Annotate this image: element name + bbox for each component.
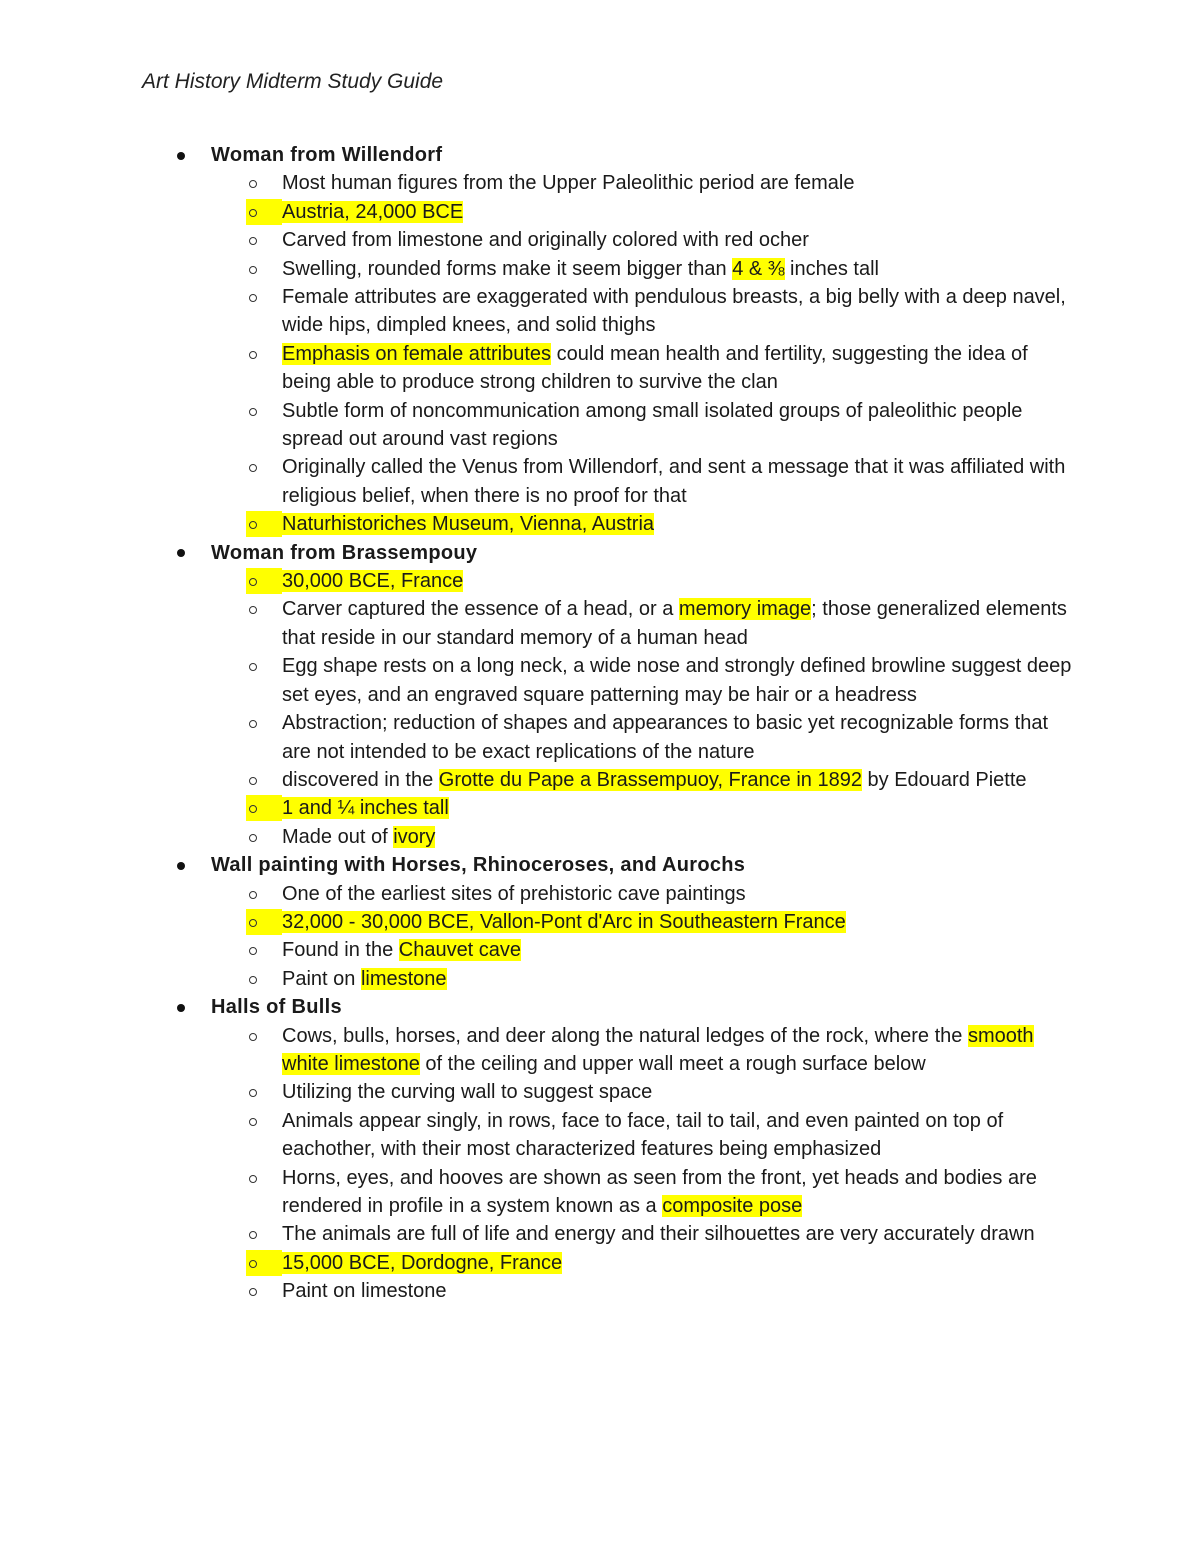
hollow-bullet-icon bbox=[249, 294, 257, 302]
list-item bbox=[0, 1022, 1072, 1079]
text-segment: by Edouard Piette bbox=[861, 768, 1027, 791]
section-heading bbox=[0, 993, 1200, 1021]
hollow-bullet-icon bbox=[249, 209, 257, 217]
list-item bbox=[0, 198, 1072, 226]
highlighted-text: 4 & ⅜ bbox=[732, 257, 785, 280]
list-item bbox=[0, 652, 1072, 709]
list-item-text bbox=[282, 797, 449, 819]
list-item bbox=[0, 283, 1072, 340]
text-segment: One of the earliest sites of prehistoric cave paintings bbox=[282, 882, 746, 905]
section-heading-text: Woman from Willendorf bbox=[211, 144, 443, 166]
hollow-bullet-icon bbox=[249, 1260, 257, 1268]
list-item bbox=[0, 226, 1072, 254]
hollow-bullet-icon bbox=[249, 1089, 257, 1097]
hollow-bullet-icon bbox=[249, 266, 257, 274]
list-item-text bbox=[282, 1025, 1034, 1075]
section-heading-text: Wall painting with Horses, Rhinoceroses, and Aurochs bbox=[211, 854, 746, 877]
hollow-bullet-icon bbox=[249, 1231, 257, 1239]
list-item bbox=[0, 1220, 1072, 1248]
filled-bullet-icon bbox=[177, 1004, 185, 1012]
list-item-text bbox=[282, 513, 654, 535]
text-segment: Female attributes are exaggerated with pendulous breasts, a big belly with a deep navel, wide hips, dimpled knees, and solid thighs bbox=[282, 286, 1066, 337]
highlighted-text: limestone bbox=[360, 967, 447, 990]
text-segment: Cows, bulls, horses, and deer along the natural ledges of the rock, where the bbox=[282, 1024, 968, 1047]
text-segment: ; those generalized elements that reside in our standard memory of a human head bbox=[282, 598, 1067, 649]
filled-bullet-icon bbox=[177, 549, 185, 557]
hollow-bullet-icon bbox=[249, 891, 257, 899]
hollow-bullet-icon bbox=[249, 408, 257, 416]
highlighted-text: Chauvet cave bbox=[398, 939, 522, 962]
highlighted-text: 15,000 BCE, Dordogne, France bbox=[282, 1251, 563, 1274]
list-item bbox=[0, 1277, 1072, 1305]
hollow-bullet-icon bbox=[249, 521, 257, 529]
filled-bullet-icon bbox=[177, 862, 185, 870]
list-item bbox=[0, 453, 1072, 510]
list-item bbox=[0, 1164, 1072, 1221]
list-item-text bbox=[282, 570, 463, 592]
hollow-bullet-icon bbox=[249, 464, 257, 472]
text-segment: Originally called the Venus from Willendorf, and sent a message that it was affiliated with religious belief, when there is no proof for that bbox=[282, 456, 1066, 507]
list-item-text bbox=[282, 1081, 652, 1103]
highlighted-text: Austria, 24,000 BCE bbox=[282, 200, 464, 223]
list-item bbox=[0, 1078, 1072, 1106]
list-item-text bbox=[282, 911, 846, 933]
text-segment: Found in the bbox=[282, 939, 399, 962]
hollow-bullet-icon bbox=[249, 1288, 257, 1296]
list-item-text bbox=[282, 258, 879, 280]
text-segment: Utilizing the curving wall to suggest space bbox=[282, 1081, 653, 1104]
list-item-text bbox=[282, 201, 463, 223]
hollow-bullet-icon bbox=[249, 1033, 257, 1041]
text-segment: Swelling, rounded forms make it seem bigger than bbox=[282, 257, 733, 280]
list-item-text bbox=[282, 1223, 1035, 1245]
list-item-text bbox=[282, 1280, 447, 1302]
text-segment: The animals are full of life and energy and their silhouettes are very accurately drawn bbox=[282, 1223, 1035, 1246]
list-item bbox=[0, 340, 1072, 397]
hollow-bullet-icon bbox=[249, 180, 257, 188]
hollow-bullet-icon bbox=[249, 578, 257, 586]
list-item bbox=[0, 595, 1072, 652]
hollow-bullet-icon bbox=[249, 1118, 257, 1126]
text-segment: Abstraction; reduction of shapes and appearances to basic yet recognizable forms that are not intended to be exact replications of the nature bbox=[282, 712, 1049, 763]
text-segment: Most human figures from the Upper Paleolithic period are female bbox=[282, 172, 855, 195]
list-item bbox=[0, 397, 1072, 454]
highlighted-text: Emphasis on female attributes bbox=[282, 342, 552, 365]
list-item bbox=[0, 1107, 1072, 1164]
hollow-bullet-icon bbox=[249, 237, 257, 245]
list-item-text bbox=[282, 883, 746, 905]
list-item-text bbox=[282, 1110, 1003, 1160]
text-segment: Egg shape rests on a long neck, a wide nose and strongly defined browline suggest deep set eyes, and an engraved square patterning may be hair or a headress bbox=[282, 655, 1072, 706]
list-item-text bbox=[282, 826, 435, 848]
list-item bbox=[0, 766, 1072, 794]
text-segment: Horns, eyes, and hooves are shown as seen from the front, yet heads and bodies are rendered in profile in a system known as a bbox=[282, 1166, 1037, 1217]
text-segment: Paint on limestone bbox=[282, 1280, 447, 1303]
section-heading-text: Woman from Brassempouy bbox=[211, 541, 478, 564]
hollow-bullet-icon bbox=[249, 834, 257, 842]
highlighted-text: ivory bbox=[393, 825, 436, 848]
text-segment: Paint on bbox=[282, 967, 361, 990]
list-item bbox=[0, 169, 1072, 197]
text-segment: Carved from limestone and originally colored with red ocher bbox=[282, 229, 809, 252]
text-segment: inches tall bbox=[784, 257, 879, 280]
list-item-text bbox=[282, 400, 1022, 450]
hollow-bullet-icon bbox=[249, 777, 257, 785]
hollow-bullet-icon bbox=[249, 663, 257, 671]
highlighted-text: 32,000 - 30,000 BCE, Vallon-Pont d'Arc in Southeastern France bbox=[282, 910, 846, 933]
text-segment: Animals appear singly, in rows, face to face, tail to tail, and even painted on top of eachother, with their most characterized features being emphasized bbox=[282, 1109, 1004, 1161]
list-item-text bbox=[282, 286, 1066, 336]
text-segment: Subtle form of noncommunication among small isolated groups of paleolithic people spread out around vast regions bbox=[282, 399, 1023, 451]
list-item bbox=[0, 709, 1072, 766]
highlighted-text: Naturhistoriches Museum, Vienna, Austria bbox=[282, 513, 655, 536]
text-segment: of the ceiling and upper wall meet a rough surface below bbox=[419, 1052, 926, 1075]
highlighted-text: 1 and ¼ inches tall bbox=[282, 797, 449, 820]
section-heading bbox=[0, 141, 1200, 169]
hollow-bullet-icon bbox=[249, 1175, 257, 1183]
highlighted-text: memory image bbox=[678, 598, 812, 621]
hollow-bullet-icon bbox=[249, 805, 257, 813]
list-item bbox=[0, 880, 1072, 908]
highlighted-text: smooth white limestone bbox=[282, 1024, 1034, 1075]
list-item-text bbox=[282, 456, 1065, 506]
hollow-bullet-icon bbox=[249, 919, 257, 927]
list-item-text bbox=[282, 1252, 562, 1274]
text-segment: discovered in the bbox=[282, 768, 439, 791]
section-heading bbox=[0, 539, 1200, 567]
hollow-bullet-icon bbox=[249, 947, 257, 955]
list-item-text bbox=[282, 939, 521, 961]
document-title: Art History Midterm Study Guide bbox=[142, 70, 444, 93]
section-heading bbox=[0, 851, 1200, 879]
list-item-text bbox=[282, 655, 1071, 705]
list-item-text bbox=[282, 343, 1028, 393]
list-item-text bbox=[282, 769, 1027, 791]
list-item bbox=[0, 908, 1072, 936]
filled-bullet-icon bbox=[177, 152, 185, 160]
text-segment: could mean health and fertility, suggesting the idea of being able to produce strong children to survive the clan bbox=[282, 342, 1028, 394]
list-item-text bbox=[282, 172, 855, 194]
list-item bbox=[0, 823, 1072, 851]
highlighted-text: composite pose bbox=[662, 1194, 803, 1217]
list-item bbox=[0, 255, 1072, 283]
list-item-text bbox=[282, 229, 809, 251]
list-item bbox=[0, 567, 1072, 595]
list-item bbox=[0, 794, 1072, 822]
list-item bbox=[0, 1249, 1072, 1277]
highlighted-text: Grotte du Pape a Brassempuoy, France in 1892 bbox=[438, 768, 862, 791]
section-heading-text: Halls of Bulls bbox=[211, 996, 342, 1019]
list-item-text bbox=[282, 598, 1067, 648]
list-item-text bbox=[282, 968, 447, 990]
hollow-bullet-icon bbox=[249, 720, 257, 728]
list-item bbox=[0, 936, 1072, 964]
highlighted-text: 30,000 BCE, France bbox=[282, 570, 464, 593]
list-item bbox=[0, 510, 1072, 538]
list-item-text bbox=[282, 712, 1048, 762]
list-item-text bbox=[282, 1167, 1037, 1217]
text-segment: Made out of bbox=[282, 825, 394, 848]
hollow-bullet-icon bbox=[249, 976, 257, 984]
hollow-bullet-icon bbox=[249, 606, 257, 614]
text-segment: Carver captured the essence of a head, or a bbox=[282, 598, 679, 621]
hollow-bullet-icon bbox=[249, 351, 257, 359]
list-item bbox=[0, 965, 1072, 993]
outline-list bbox=[0, 141, 1200, 1306]
